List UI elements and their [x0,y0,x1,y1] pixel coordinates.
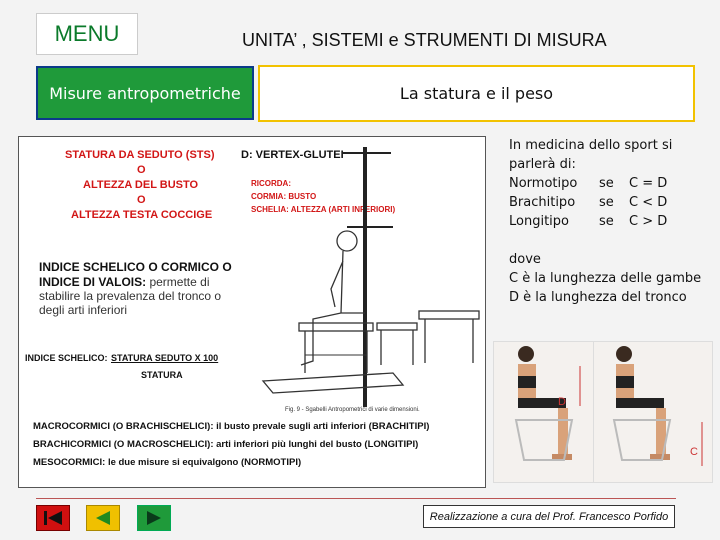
fig-indice-2a: INDICE DI VALOIS: [39,275,147,289]
intro-line-2: parlerà di: [509,157,576,172]
photo-label-d: D [558,396,566,408]
fig-cormia: CORMIA: BUSTO [251,192,317,201]
fig-macrocormici: MACROCORMICI (O BRACHISCHELICI): il busto prevale sugli arti inferiori (BRACHITIPI) [33,421,430,432]
dove-line: dove [509,252,541,267]
longitipo-se: se [599,214,614,229]
c-definition: C è la lunghezza delle gambe [509,271,702,286]
fig-indice-1: INDICE SCHELICO O CORMICO O [39,260,232,274]
topic-title-box [258,65,695,122]
fig-formula-den: STATURA [141,370,183,380]
fig-or-1: O [137,164,146,176]
fig-ricorda: RICORDA: [251,179,291,188]
previous-slide-button[interactable] [86,505,120,531]
normotipo-name: Normotipo [509,176,578,191]
first-slide-button[interactable] [36,505,70,531]
footer-divider [36,498,676,499]
brachitipo-name: Brachitipo [509,195,576,210]
fig-vertex-label: D: VERTEX-GLUTEI [241,149,344,161]
brachitipo-se: se [599,195,614,210]
fig-altezza-busto: ALTEZZA DEL BUSTO [83,179,199,191]
normotipo-cond: C = D [629,176,668,191]
anthropometer-drawing [243,137,486,427]
row-normotipo [509,174,701,193]
fig-mesocormici: MESOCORMICI: le due misure si equivalgono (NORMOTIPI) [33,457,302,468]
row-longitipo [509,212,701,231]
anthropometric-figure [18,136,486,488]
seated-photo-legs [593,341,713,483]
fig-formula-num: STATURA SEDUTO X 100 [111,353,219,363]
longitipo-name: Longitipo [509,214,569,229]
misure-antropometriche-label: Misure antropometriche [49,83,241,103]
fig-formula-label: INDICE SCHELICO: [25,353,108,363]
intro-line-1: In medicina dello sport si [509,138,673,153]
fig-indice-2b: permette di [146,275,210,289]
misure-antropometriche-button[interactable] [36,66,254,120]
photo-label-c: C [690,446,698,458]
row-brachitipo [509,193,701,212]
menu-button[interactable] [36,13,138,55]
fig-caption: Fig. 9 - Sgabelli Antropometrici di varie dimensioni. [285,407,420,413]
page-title: UNITA’ , SISTEMI e STRUMENTI DI MISURA [242,30,607,50]
seated-woman-legs-image [594,342,712,482]
arrow-left-icon [90,509,116,527]
brachitipo-cond: C < D [629,195,668,210]
body-types-text [509,136,701,307]
longitipo-cond: C > D [629,214,668,229]
fig-altezza-testa: ALTEZZA TESTA COCCIGE [71,209,213,221]
skip-back-icon [40,509,66,527]
menu-label: MENU [54,21,120,46]
d-definition: D è la lunghezza del tronco [509,290,687,305]
fig-indice-4: degli arti inferiori [39,303,128,317]
fig-indice-3: stabilire la prevalenza del tronco o [39,289,222,303]
fig-sts-label: STATURA DA SEDUTO (STS) [65,149,215,161]
fig-schelia: SCHELIA: ALTEZZA (ARTI INFERIORI) [251,205,396,214]
normotipo-se: se [599,176,614,191]
topic-title: La statura e il peso [399,84,554,103]
fig-brachicormici: BRACHICORMICI (O MACROSCHELICI): arti inferiori più lunghi del busto (LONGITIPI) [33,439,419,450]
fig-indice-2 [39,275,210,289]
next-slide-button[interactable] [137,505,171,531]
author-credit: Realizzazione a cura del Prof. Francesco Porfido [423,505,675,528]
arrow-right-icon [141,509,167,527]
fig-or-2: O [137,194,146,206]
